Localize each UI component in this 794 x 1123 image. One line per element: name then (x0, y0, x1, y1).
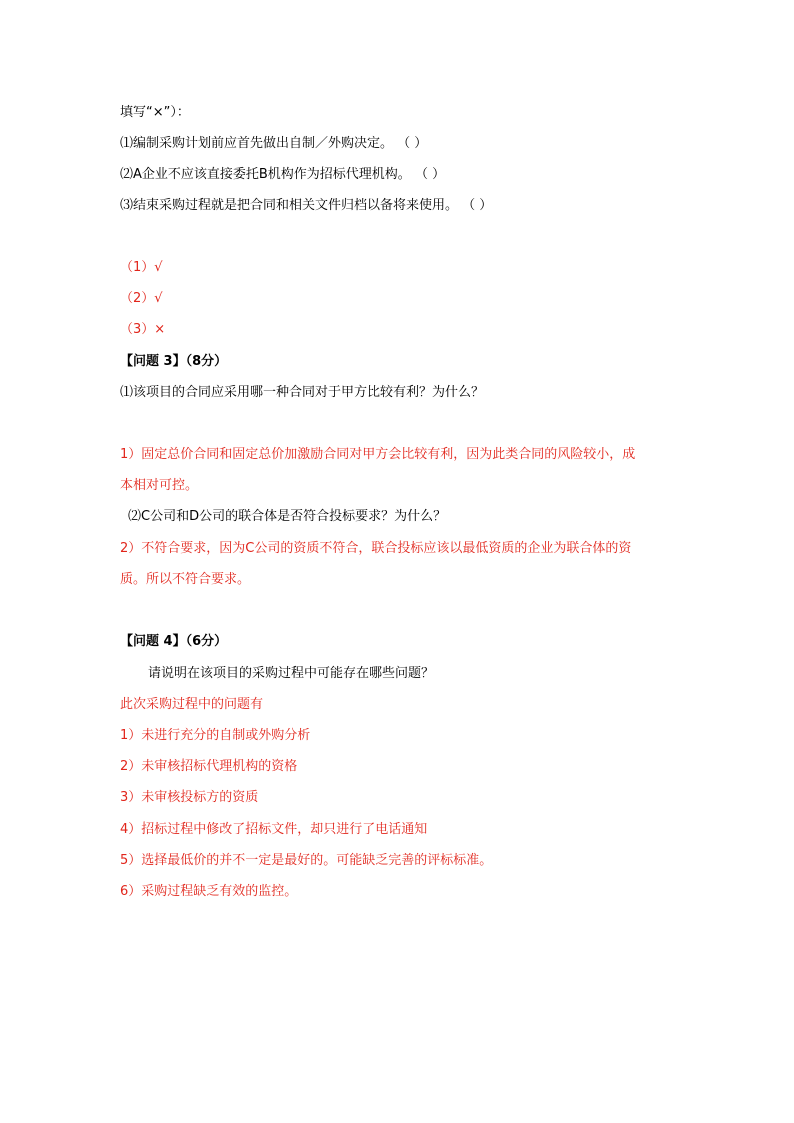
q2-answer-1: （1）√ (120, 260, 163, 275)
q3-answer-2-line-2: 质。所以不符合要求。 (120, 572, 251, 587)
q2-answer-3: （3）× (120, 322, 166, 337)
q3-answer-2-line-1: 2）不符合要求，因为C公司的资质不符合，联合投标应该以最低资质的企业为联合体的资 (120, 541, 632, 556)
q2-item-2: ⑵A企业不应该直接委托B机构作为招标代理机构。 （ ） (120, 167, 446, 182)
q4-answer-2: 2）未审核招标代理机构的资格 (120, 759, 298, 774)
q3-answer-1-line-2: 本相对可控。 (120, 478, 199, 493)
q4-answer-intro: 此次采购过程中的问题有 (120, 697, 264, 712)
q4-answer-1: 1）未进行充分的自制或外购分析 (120, 728, 311, 743)
q3-heading: 【问题 3】（8分） (120, 354, 228, 369)
q4-answer-6: 6）采购过程缺乏有效的监控。 (120, 884, 298, 899)
q4-question: 请说明在该项目的采购过程中可能存在哪些问题？ (148, 666, 435, 681)
q2-answer-2: （2）√ (120, 291, 163, 306)
q2-item-1: ⑴编制采购计划前应首先做出自制／外购决定。 （ ） (120, 136, 428, 151)
q4-heading: 【问题 4】（6分） (120, 634, 228, 649)
q4-answer-4: 4）招标过程中修改了招标文件，却只进行了电话通知 (120, 822, 428, 837)
q4-answer-3: 3）未审核投标方的资质 (120, 790, 259, 805)
q3-answer-1-line-1: 1）固定总价合同和固定总价加激励合同对甲方会比较有利，因为此类合同的风险较小，成 (120, 447, 636, 462)
q4-answer-5: 5）选择最低价的并不一定是最好的。可能缺乏完善的评标标准。 (120, 853, 493, 868)
q3-sub-question-1: ⑴该项目的合同应采用哪一种合同对于甲方比较有利？为什么？ (120, 385, 485, 400)
q2-item-3: ⑶结束采购过程就是把合同和相关文件归档以备将来使用。 （ ） (120, 198, 493, 213)
q3-sub-question-2: ⑵C公司和D公司的联合体是否符合投标要求？为什么？ (128, 509, 447, 524)
fill-hint: 填写“×”）： (120, 105, 190, 120)
